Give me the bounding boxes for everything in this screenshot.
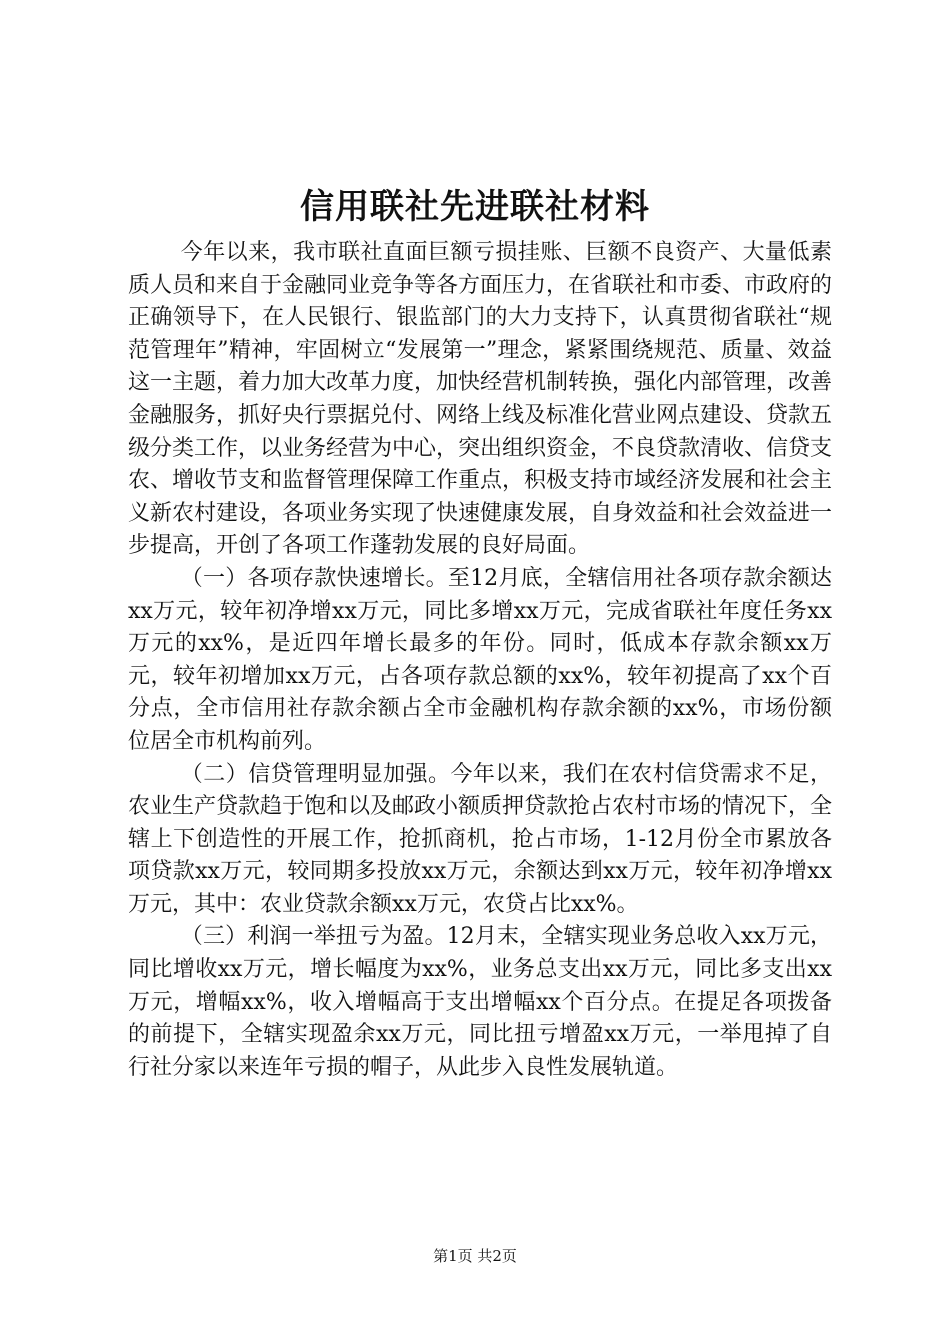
paragraph-intro: 今年以来，我市联社直面巨额亏损挂账、巨额不良资产、大量低素质人员和来自于金融同业竞争等各方面压力，在省联社和市委、市政府的正确领导下，在人民银行、银监部门的大力支持下，认真贯彻省联社“规范管理年”精神，牢固树立“发展第一”理念，紧紧围绕规范、质量、效益这一主题，着力加大改革力度，加快经营机制转换，强化内部管理，改善金融服务，抓好央行票据兑付、网络上线及标准化营业网点建设、贷款五级分类工作，以业务经营为中心，突出组织资金，不良贷款清收、信贷支农、增收节支和监督管理保障工作重点，积极支持市域经济发展和社会主义新农村建设，各项业务实现了快速健康发展，自身效益和社会效益进一步提高，开创了各项工作蓬勃发展的良好局面。 bbox=[128, 240, 833, 559]
document-title: 信用联社先进联社材料 bbox=[300, 187, 650, 227]
paragraph-deposits: （一）各项存款快速增长。至12月底，全辖信用社各项存款余额达xx万元，较年初净增xx万元，同比多增xx万元，完成省联社年度任务xx万元的xx%，是近四年增长最多的年份。同时，低成本存款余额xx万元，较年初增加xx万元，占各项存款总额的xx%，较年初提高了xx个百分点，全市信用社存款余额占全市金融机构存款余额的xx%，市场份额位居全市机构前列。 bbox=[128, 565, 832, 754]
page-number-footer: 第1页 共2页 bbox=[433, 1247, 517, 1265]
paragraph-profit: （三）利润一举扭亏为盈。12月末，全辖实现业务总收入xx万元，同比增收xx万元，增长幅度为xx%，业务总支出xx万元，同比多支出xx万元，增幅xx%，收入增幅高于支出增幅xx个百分点。在提足各项拨备的前提下，全辖实现盈余xx万元，同比扭亏增盈xx万元，一举甩掉了自行社分家以来连年亏损的帽子，从此步入良性发展轨道。 bbox=[128, 924, 832, 1080]
paragraph-credit: （二）信贷管理明显加强。今年以来，我们在农村信贷需求不足，农业生产贷款趋于饱和以及邮政小额质押贷款抢占农村市场的情况下，全辖上下创造性的开展工作，抢抓商机，抢占市场，1-12月份全市累放各项贷款xx万元，较同期多投放xx万元，余额达到xx万元，较年初净增xx万元，其中：农业贷款余额xx万元，农贷占比xx%。 bbox=[128, 761, 833, 917]
document-body bbox=[128, 237, 832, 1084]
